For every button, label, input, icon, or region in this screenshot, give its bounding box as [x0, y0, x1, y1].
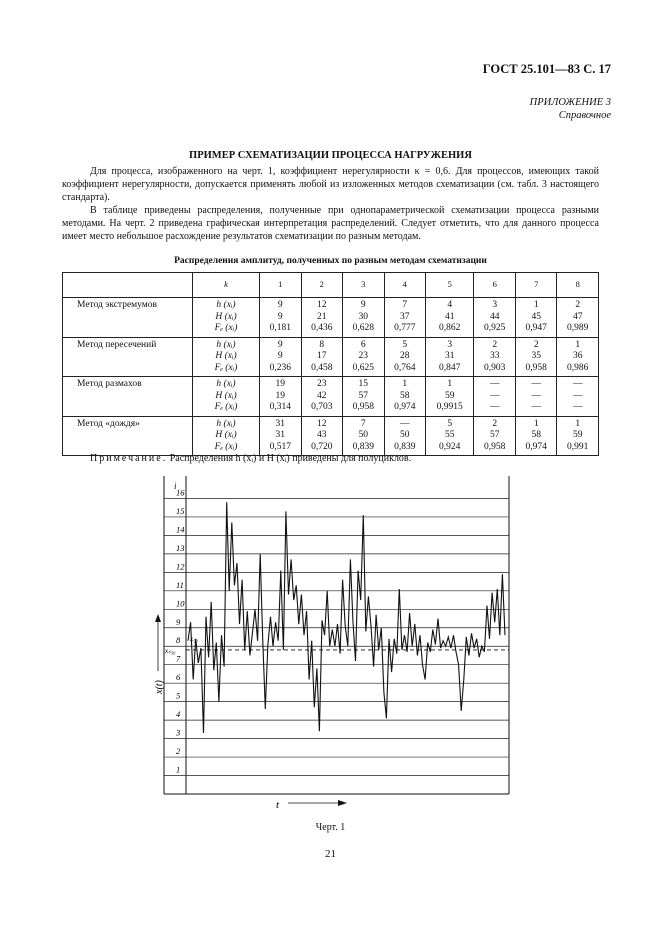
figure-caption: Черт. 1: [315, 822, 346, 833]
cell-value: 1: [575, 339, 581, 350]
cell-value: 42: [317, 390, 327, 401]
cell-value: —: [572, 390, 583, 401]
cell-value: 0,314: [269, 402, 291, 412]
cell-value: 19: [275, 390, 285, 401]
cell-value: 50: [400, 430, 410, 440]
value-cell: [426, 337, 474, 377]
cell-value: 2: [575, 300, 581, 310]
cell-value: 0,974: [394, 402, 416, 412]
table-note: [90, 453, 411, 464]
cell-value: 1: [447, 379, 453, 389]
cell-value: 8: [319, 339, 325, 350]
cell-value: 55: [444, 430, 455, 440]
process-chart: [154, 476, 509, 816]
cell-value: 21: [317, 311, 327, 322]
cell-value: —: [531, 390, 541, 401]
method-name: Метод размахов: [63, 377, 193, 417]
method-name: Метод экстремумов: [63, 298, 193, 338]
cell-value: —: [400, 418, 410, 429]
value-cell: [384, 298, 426, 338]
y-tick-label: 3: [176, 727, 181, 738]
symbol-label: H (xᵢ): [215, 311, 237, 322]
cell-value: 0,458: [311, 362, 333, 373]
cell-value: 35: [531, 351, 541, 361]
value-cell: [384, 377, 426, 417]
cell-value: 3: [492, 300, 498, 310]
symbol-cell: [193, 377, 260, 417]
value-cell: [474, 377, 516, 417]
y-tick-label: 10: [176, 598, 185, 609]
paragraph: Для процесса, изображенного на черт. 1, коэффициент нерегулярности κ = 0,6. Для процессов, имеющих такой коэффициент нерегулярности, допускается применять любой из изложенных методов схематизации (см. табл. 3 настоящего стандарта).: [62, 166, 599, 203]
cell-value: 50: [358, 430, 368, 440]
value-cell: [384, 337, 426, 377]
cell-value: 2: [533, 339, 539, 350]
load-process-line: [188, 502, 505, 733]
cell-value: 0,720: [311, 441, 333, 452]
value-cell: [557, 337, 599, 377]
body-text: [62, 165, 599, 243]
y-tick-label: 15: [176, 505, 185, 516]
appendix-title: ПРИЛОЖЕНИЕ 3: [529, 97, 611, 108]
cell-value: 19: [275, 379, 285, 389]
symbol-cell: [193, 416, 260, 456]
cell-value: 0,436: [311, 323, 333, 333]
cell-value: 59: [572, 430, 583, 440]
cell-value: —: [572, 402, 583, 412]
doc-header: ГОСТ 25.101—83 С. 17: [482, 62, 611, 76]
cell-value: 1: [533, 300, 539, 310]
y-tick-label: 11: [176, 579, 184, 590]
cell-value: 59: [444, 390, 455, 401]
paragraph: В таблице приведены распределения, полученные при однопараметрической схематизации процесса разными методами. На черт. 2 приведена графическая интерпретация распределений. Следует отметить, что для данного процесса имеет место небольшое расхождение результатов схематизации по разным методам.: [62, 205, 599, 242]
cell-value: 2: [492, 418, 498, 429]
y-tick-label: 2: [176, 746, 181, 757]
cell-value: 33: [489, 351, 500, 361]
y-tick-label: 13: [176, 542, 185, 553]
x-axis-label: t: [276, 799, 280, 811]
cell-value: 0,958: [525, 362, 547, 373]
cell-value: 4: [447, 300, 453, 310]
value-cell: [260, 337, 302, 377]
value-cell: [557, 377, 599, 417]
cell-value: 9: [360, 300, 366, 310]
cell-value: —: [489, 390, 500, 401]
value-cell: [260, 377, 302, 417]
value-cell: [384, 416, 426, 456]
cell-value: 0,924: [439, 441, 461, 452]
cell-value: 0,991: [567, 441, 589, 452]
value-cell: [515, 298, 557, 338]
cell-value: 0,9915: [436, 402, 463, 412]
i-label: i: [174, 481, 177, 491]
k-col-header: 1: [260, 273, 302, 298]
y-tick-label: 1: [176, 764, 181, 775]
value-cell: [260, 298, 302, 338]
cell-value: 5: [402, 339, 408, 350]
k-col-header: 2: [301, 273, 343, 298]
x-arrow-head: [338, 800, 347, 806]
value-cell: [515, 337, 557, 377]
cell-value: 0,764: [394, 362, 416, 373]
value-cell: [301, 377, 343, 417]
cell-value: 7: [402, 300, 408, 310]
value-cell: [474, 416, 516, 456]
note-text: Распределения h (xᵢ) и H (xᵢ) приведены для полуциклов.: [169, 453, 412, 464]
cell-value: 9: [277, 311, 283, 322]
cell-value: 23: [317, 379, 327, 389]
cell-value: 12: [317, 418, 327, 429]
cell-value: 0,628: [352, 323, 374, 333]
value-cell: [557, 298, 599, 338]
method-header: [63, 273, 193, 298]
y-tick-label: 14: [176, 524, 185, 535]
symbol-label: h (xᵢ): [216, 300, 236, 310]
y-axis-label: x(t): [154, 680, 165, 694]
table-row: [63, 298, 599, 338]
symbol-label: Fₑ (xᵢ): [214, 441, 238, 452]
method-name: Метод пересечений: [63, 337, 193, 377]
k-col-header: 3: [343, 273, 385, 298]
cell-value: 6: [360, 339, 366, 350]
cell-value: 1: [575, 418, 581, 429]
cell-value: 0,947: [525, 323, 547, 333]
value-cell: [426, 298, 474, 338]
cell-value: 9: [277, 339, 283, 350]
distribution-table: [62, 272, 599, 456]
cell-value: —: [531, 379, 541, 389]
cell-value: 3: [447, 339, 453, 350]
cell-value: 2: [492, 339, 498, 350]
cell-value: —: [489, 402, 500, 412]
cell-value: 43: [317, 430, 327, 440]
value-cell: [260, 416, 302, 456]
cell-value: 12: [317, 300, 327, 310]
y-tick-label: 4: [176, 709, 181, 720]
symbol-label: h (xᵢ): [216, 339, 236, 350]
y-tick-label: 6: [176, 672, 181, 683]
cell-value: 0,703: [311, 402, 333, 412]
value-cell: [343, 298, 385, 338]
cell-value: 23: [358, 351, 368, 361]
cell-value: 31: [444, 351, 455, 361]
cell-value: 15: [358, 379, 368, 389]
cell-value: 0,517: [269, 441, 291, 452]
cell-value: 1: [533, 418, 539, 429]
value-cell: [301, 298, 343, 338]
y-arrow-head: [155, 614, 161, 622]
symbol-label: H (xᵢ): [215, 351, 237, 361]
k-header: k: [193, 273, 260, 298]
cell-value: 44: [489, 311, 500, 322]
symbol-label: H (xᵢ): [215, 430, 237, 440]
cell-value: —: [531, 402, 541, 412]
section-heading: ПРИМЕР СХЕМАТИЗАЦИИ ПРОЦЕССА НАГРУЖЕНИЯ: [189, 150, 472, 161]
k-col-header: 6: [474, 273, 516, 298]
cell-value: 0,986: [567, 362, 589, 373]
cell-value: 0,958: [484, 441, 506, 452]
symbol-label: Fₑ (xᵢ): [214, 402, 238, 412]
cell-value: —: [572, 379, 583, 389]
k-col-header: 8: [557, 273, 599, 298]
cell-value: 0,839: [394, 441, 416, 452]
value-cell: [301, 416, 343, 456]
cell-value: 0,903: [484, 362, 506, 373]
y-tick-label: 5: [176, 690, 181, 701]
cell-value: 5: [447, 418, 453, 429]
cell-value: 58: [531, 430, 541, 440]
cell-value: 9: [277, 300, 283, 310]
y-tick-label: 16: [176, 487, 185, 498]
table-title: Распределения амплитуд, полученных по разным методам схематизации: [174, 256, 487, 266]
cell-value: 0,925: [484, 323, 506, 333]
cell-value: 57: [358, 390, 368, 401]
value-cell: [301, 337, 343, 377]
k-col-header: 5: [426, 273, 474, 298]
cell-value: 0,958: [352, 402, 374, 412]
value-cell: [343, 416, 385, 456]
cell-value: 0,847: [439, 362, 461, 373]
value-cell: [474, 298, 516, 338]
cell-value: 0,777: [394, 323, 416, 333]
table-row: [63, 337, 599, 377]
symbol-cell: [193, 337, 260, 377]
table-header-row: [63, 273, 599, 298]
cell-value: 41: [444, 311, 455, 322]
cell-value: 57: [489, 430, 500, 440]
cell-value: 37: [400, 311, 410, 322]
cell-value: 58: [400, 390, 410, 401]
x50-label: x₅₀: [190, 635, 198, 644]
cell-value: 30: [358, 311, 368, 322]
xs50-label: xₛ₅₀: [165, 646, 176, 655]
cell-value: 31: [275, 430, 285, 440]
cell-value: 47: [572, 311, 583, 322]
y-tick-label: 9: [176, 616, 181, 627]
cell-value: 9: [277, 351, 283, 361]
k-col-header: 4: [384, 273, 426, 298]
symbol-label: h (xᵢ): [216, 379, 236, 389]
page-number: 21: [325, 848, 336, 860]
cell-value: 31: [275, 418, 285, 429]
value-cell: [343, 337, 385, 377]
y-tick-label: 8: [176, 635, 181, 646]
symbol-label: h (xᵢ): [216, 418, 236, 429]
appendix-label: [530, 96, 611, 122]
cell-value: —: [489, 379, 500, 389]
cell-value: 36: [572, 351, 583, 361]
value-cell: [343, 377, 385, 417]
method-name: Метод «дождя»: [63, 416, 193, 456]
symbol-label: Fₑ (xᵢ): [214, 362, 238, 373]
cell-value: 45: [531, 311, 541, 322]
note-label: Примечание.: [90, 453, 168, 464]
cell-value: 0,989: [567, 323, 589, 333]
k-col-header: 7: [515, 273, 557, 298]
cell-value: 1: [402, 379, 408, 389]
cell-value: 28: [400, 351, 410, 361]
value-cell: [515, 416, 557, 456]
value-cell: [557, 416, 599, 456]
cell-value: 17: [317, 351, 327, 361]
symbol-label: H (xᵢ): [215, 390, 237, 401]
cell-value: 0,625: [352, 362, 374, 373]
cell-value: 0,839: [352, 441, 374, 452]
symbol-label: Fₑ (xᵢ): [214, 323, 238, 333]
value-cell: [474, 337, 516, 377]
cell-value: 7: [360, 418, 366, 429]
table-row: [63, 377, 599, 417]
value-cell: [426, 377, 474, 417]
value-cell: [515, 377, 557, 417]
cell-value: 0,974: [525, 441, 547, 452]
symbol-cell: [193, 298, 260, 338]
y-tick-label: 12: [176, 561, 185, 572]
cell-value: 0,181: [269, 323, 291, 333]
value-cell: [426, 416, 474, 456]
appendix-subtitle: Справочное: [558, 110, 611, 121]
cell-value: 0,236: [269, 362, 291, 373]
y-tick-label: 7: [176, 653, 181, 664]
cell-value: 0,862: [439, 323, 461, 333]
table-row: [63, 416, 599, 456]
